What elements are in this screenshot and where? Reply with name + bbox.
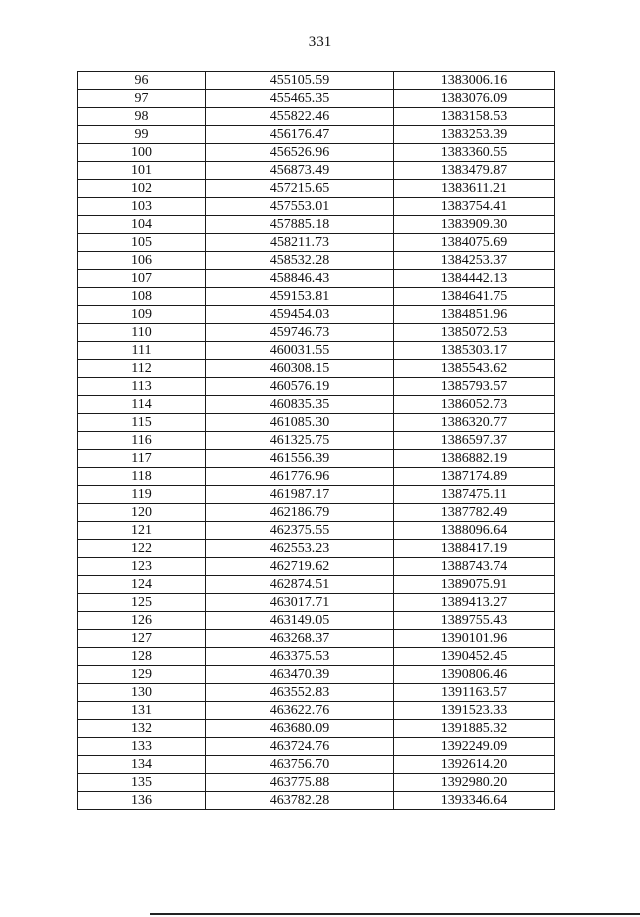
point-number-cell: 100 xyxy=(78,144,206,162)
x-coordinate-cell: 458532.28 xyxy=(206,252,394,270)
point-number-cell: 132 xyxy=(78,720,206,738)
point-number-cell: 106 xyxy=(78,252,206,270)
point-number-cell: 102 xyxy=(78,180,206,198)
y-coordinate-cell: 1384075.69 xyxy=(394,234,555,252)
y-coordinate-cell: 1389755.43 xyxy=(394,612,555,630)
point-number-cell: 122 xyxy=(78,540,206,558)
point-number-cell: 120 xyxy=(78,504,206,522)
table-body xyxy=(78,72,555,810)
table-row xyxy=(78,342,555,360)
x-coordinate-cell: 459454.03 xyxy=(206,306,394,324)
y-coordinate-cell: 1392614.20 xyxy=(394,756,555,774)
point-number-cell: 111 xyxy=(78,342,206,360)
table-row xyxy=(78,396,555,414)
x-coordinate-cell: 463017.71 xyxy=(206,594,394,612)
y-coordinate-cell: 1385793.57 xyxy=(394,378,555,396)
x-coordinate-cell: 458211.73 xyxy=(206,234,394,252)
table-row xyxy=(78,630,555,648)
point-number-cell: 124 xyxy=(78,576,206,594)
point-number-cell: 129 xyxy=(78,666,206,684)
y-coordinate-cell: 1389075.91 xyxy=(394,576,555,594)
point-number-cell: 108 xyxy=(78,288,206,306)
x-coordinate-cell: 460576.19 xyxy=(206,378,394,396)
y-coordinate-cell: 1392249.09 xyxy=(394,738,555,756)
y-coordinate-cell: 1385543.62 xyxy=(394,360,555,378)
table-row xyxy=(78,180,555,198)
point-number-cell: 119 xyxy=(78,486,206,504)
point-number-cell: 109 xyxy=(78,306,206,324)
point-number-cell: 115 xyxy=(78,414,206,432)
table-row xyxy=(78,468,555,486)
point-number-cell: 98 xyxy=(78,108,206,126)
table-row xyxy=(78,450,555,468)
y-coordinate-cell: 1386052.73 xyxy=(394,396,555,414)
point-number-cell: 133 xyxy=(78,738,206,756)
y-coordinate-cell: 1384641.75 xyxy=(394,288,555,306)
x-coordinate-cell: 462719.62 xyxy=(206,558,394,576)
y-coordinate-cell: 1391523.33 xyxy=(394,702,555,720)
table-row xyxy=(78,792,555,810)
table-row xyxy=(78,756,555,774)
y-coordinate-cell: 1387782.49 xyxy=(394,504,555,522)
y-coordinate-cell: 1388096.64 xyxy=(394,522,555,540)
y-coordinate-cell: 1388743.74 xyxy=(394,558,555,576)
table-row xyxy=(78,702,555,720)
table-row xyxy=(78,162,555,180)
point-number-cell: 97 xyxy=(78,90,206,108)
x-coordinate-cell: 463375.53 xyxy=(206,648,394,666)
point-number-cell: 121 xyxy=(78,522,206,540)
y-coordinate-cell: 1384851.96 xyxy=(394,306,555,324)
table-row xyxy=(78,576,555,594)
x-coordinate-cell: 457215.65 xyxy=(206,180,394,198)
table-row xyxy=(78,540,555,558)
table-row xyxy=(78,504,555,522)
y-coordinate-cell: 1383611.21 xyxy=(394,180,555,198)
x-coordinate-cell: 459746.73 xyxy=(206,324,394,342)
x-coordinate-cell: 459153.81 xyxy=(206,288,394,306)
y-coordinate-cell: 1383253.39 xyxy=(394,126,555,144)
table-row xyxy=(78,648,555,666)
x-coordinate-cell: 455465.35 xyxy=(206,90,394,108)
y-coordinate-cell: 1386597.37 xyxy=(394,432,555,450)
x-coordinate-cell: 463782.28 xyxy=(206,792,394,810)
table-row xyxy=(78,144,555,162)
y-coordinate-cell: 1383909.30 xyxy=(394,216,555,234)
table-row xyxy=(78,720,555,738)
y-coordinate-cell: 1385303.17 xyxy=(394,342,555,360)
x-coordinate-cell: 462553.23 xyxy=(206,540,394,558)
table-row xyxy=(78,90,555,108)
x-coordinate-cell: 462186.79 xyxy=(206,504,394,522)
point-number-cell: 130 xyxy=(78,684,206,702)
point-number-cell: 126 xyxy=(78,612,206,630)
x-coordinate-cell: 463724.76 xyxy=(206,738,394,756)
point-number-cell: 110 xyxy=(78,324,206,342)
table-row xyxy=(78,558,555,576)
table-row xyxy=(78,216,555,234)
x-coordinate-cell: 462375.55 xyxy=(206,522,394,540)
x-coordinate-cell: 463149.05 xyxy=(206,612,394,630)
x-coordinate-cell: 458846.43 xyxy=(206,270,394,288)
table-row xyxy=(78,432,555,450)
point-number-cell: 116 xyxy=(78,432,206,450)
point-number-cell: 136 xyxy=(78,792,206,810)
table-row xyxy=(78,666,555,684)
x-coordinate-cell: 457885.18 xyxy=(206,216,394,234)
table-row xyxy=(78,486,555,504)
x-coordinate-cell: 455822.46 xyxy=(206,108,394,126)
x-coordinate-cell: 462874.51 xyxy=(206,576,394,594)
y-coordinate-cell: 1384442.13 xyxy=(394,270,555,288)
y-coordinate-cell: 1383754.41 xyxy=(394,198,555,216)
table-row xyxy=(78,126,555,144)
y-coordinate-cell: 1390806.46 xyxy=(394,666,555,684)
point-number-cell: 127 xyxy=(78,630,206,648)
x-coordinate-cell: 461085.30 xyxy=(206,414,394,432)
y-coordinate-cell: 1389413.27 xyxy=(394,594,555,612)
point-number-cell: 104 xyxy=(78,216,206,234)
y-coordinate-cell: 1391163.57 xyxy=(394,684,555,702)
x-coordinate-cell: 455105.59 xyxy=(206,72,394,90)
table-row xyxy=(78,270,555,288)
table-row xyxy=(78,360,555,378)
point-number-cell: 107 xyxy=(78,270,206,288)
x-coordinate-cell: 463756.70 xyxy=(206,756,394,774)
x-coordinate-cell: 463680.09 xyxy=(206,720,394,738)
x-coordinate-cell: 461987.17 xyxy=(206,486,394,504)
table-row xyxy=(78,774,555,792)
point-number-cell: 114 xyxy=(78,396,206,414)
y-coordinate-cell: 1391885.32 xyxy=(394,720,555,738)
x-coordinate-cell: 463552.83 xyxy=(206,684,394,702)
x-coordinate-cell: 463775.88 xyxy=(206,774,394,792)
y-coordinate-cell: 1383360.55 xyxy=(394,144,555,162)
x-coordinate-cell: 461325.75 xyxy=(206,432,394,450)
y-coordinate-cell: 1388417.19 xyxy=(394,540,555,558)
table-row xyxy=(78,306,555,324)
table-row xyxy=(78,414,555,432)
y-coordinate-cell: 1383158.53 xyxy=(394,108,555,126)
y-coordinate-cell: 1384253.37 xyxy=(394,252,555,270)
point-number-cell: 113 xyxy=(78,378,206,396)
table-row xyxy=(78,612,555,630)
table-row xyxy=(78,378,555,396)
table-row xyxy=(78,684,555,702)
table-row xyxy=(78,324,555,342)
point-number-cell: 101 xyxy=(78,162,206,180)
point-number-cell: 99 xyxy=(78,126,206,144)
x-coordinate-cell: 456176.47 xyxy=(206,126,394,144)
table-row xyxy=(78,72,555,90)
table-row xyxy=(78,234,555,252)
point-number-cell: 128 xyxy=(78,648,206,666)
y-coordinate-cell: 1387174.89 xyxy=(394,468,555,486)
table-row xyxy=(78,198,555,216)
y-coordinate-cell: 1385072.53 xyxy=(394,324,555,342)
table-row xyxy=(78,108,555,126)
table-row xyxy=(78,522,555,540)
point-number-cell: 135 xyxy=(78,774,206,792)
x-coordinate-cell: 463470.39 xyxy=(206,666,394,684)
table-row xyxy=(78,594,555,612)
x-coordinate-cell: 460308.15 xyxy=(206,360,394,378)
page-bottom-edge xyxy=(150,913,640,915)
point-number-cell: 123 xyxy=(78,558,206,576)
point-number-cell: 117 xyxy=(78,450,206,468)
x-coordinate-cell: 457553.01 xyxy=(206,198,394,216)
y-coordinate-cell: 1383076.09 xyxy=(394,90,555,108)
y-coordinate-cell: 1390101.96 xyxy=(394,630,555,648)
y-coordinate-cell: 1392980.20 xyxy=(394,774,555,792)
y-coordinate-cell: 1390452.45 xyxy=(394,648,555,666)
x-coordinate-cell: 463268.37 xyxy=(206,630,394,648)
y-coordinate-cell: 1387475.11 xyxy=(394,486,555,504)
point-number-cell: 131 xyxy=(78,702,206,720)
point-number-cell: 103 xyxy=(78,198,206,216)
coordinate-table xyxy=(77,71,555,810)
page-number: 331 xyxy=(308,34,332,50)
point-number-cell: 118 xyxy=(78,468,206,486)
point-number-cell: 134 xyxy=(78,756,206,774)
x-coordinate-cell: 460031.55 xyxy=(206,342,394,360)
x-coordinate-cell: 461776.96 xyxy=(206,468,394,486)
table-row xyxy=(78,738,555,756)
y-coordinate-cell: 1393346.64 xyxy=(394,792,555,810)
x-coordinate-cell: 461556.39 xyxy=(206,450,394,468)
table-row xyxy=(78,288,555,306)
point-number-cell: 112 xyxy=(78,360,206,378)
x-coordinate-cell: 460835.35 xyxy=(206,396,394,414)
y-coordinate-cell: 1383479.87 xyxy=(394,162,555,180)
x-coordinate-cell: 456873.49 xyxy=(206,162,394,180)
point-number-cell: 105 xyxy=(78,234,206,252)
x-coordinate-cell: 456526.96 xyxy=(206,144,394,162)
table-row xyxy=(78,252,555,270)
x-coordinate-cell: 463622.76 xyxy=(206,702,394,720)
y-coordinate-cell: 1386882.19 xyxy=(394,450,555,468)
y-coordinate-cell: 1386320.77 xyxy=(394,414,555,432)
point-number-cell: 96 xyxy=(78,72,206,90)
y-coordinate-cell: 1383006.16 xyxy=(394,72,555,90)
point-number-cell: 125 xyxy=(78,594,206,612)
